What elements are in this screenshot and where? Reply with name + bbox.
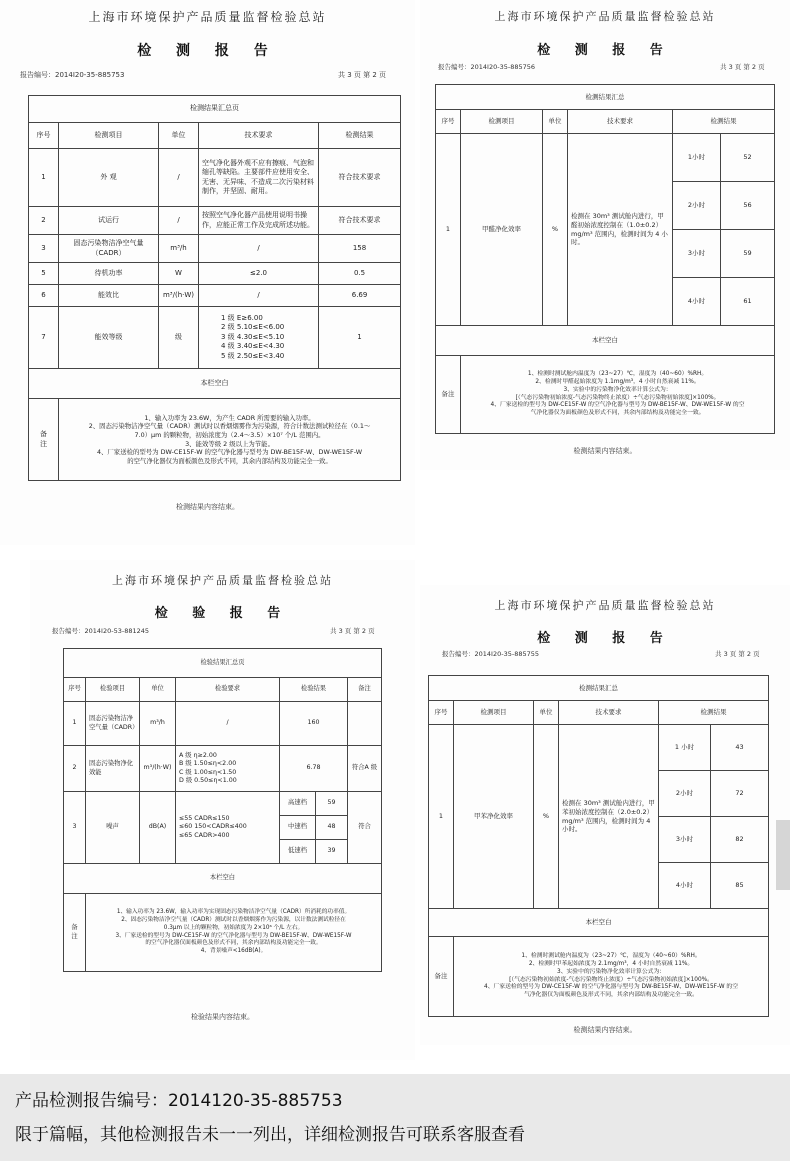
page-indicator: 共 3 页 第 2 页 xyxy=(715,650,760,658)
row-result: 符合技术要求 xyxy=(319,207,401,235)
time-label: 4小时 xyxy=(673,278,721,326)
note-line: 气净化器仅为面板颜色及形式不同，其余内部结构及功能完全一致。 xyxy=(530,410,705,417)
table-caption: 检验结果汇总页 xyxy=(64,649,382,678)
note-line: 3、厂家送检的型号为 DW-CE15F-W 的空气净化器与型号为 DW-BE15F-W、DW-WE15F-W xyxy=(115,932,352,939)
header-cell: 检测项目 xyxy=(454,701,534,725)
report-sheet-4 xyxy=(420,585,790,1045)
note-line: 4、厂家送检的型号为 DW-CE15F-W 的空气净化器与型号为 DW-BE15F-W、DW-WE15F-W 的空 xyxy=(484,984,738,991)
report-number: 报告编号：2014I20-35-885755 xyxy=(442,650,540,658)
notes-label: 备 注 xyxy=(64,894,86,972)
note-line: 7.0）μm 的颗粒物，初始浓度为（2.4～3.5）×10⁷ 个/L 范围内。 xyxy=(134,430,325,439)
row-unit: % xyxy=(543,134,568,326)
time-label: 3小时 xyxy=(673,230,721,278)
efficiency-levels xyxy=(176,746,280,792)
table-row xyxy=(29,263,401,285)
report-title: 检 测 报 告 xyxy=(537,631,673,646)
time-label: 2小时 xyxy=(659,771,711,817)
table-row xyxy=(64,792,382,816)
note-line: 4、厂家送检的型号为 DW-CE15F-W 的空气净化器与型号为 DW-BE15F-W、DW-WE15F-W 的空 xyxy=(490,402,745,409)
time-label: 4小时 xyxy=(659,863,711,909)
row-requirement: / xyxy=(176,702,280,746)
level-line: C 级 1.00≤η<1.50 xyxy=(179,768,237,776)
row-no: 1 xyxy=(429,725,454,909)
result-value: 56 xyxy=(721,182,775,230)
page-indicator: 共 3 页 第 2 页 xyxy=(720,63,765,71)
report-number: 报告编号：2014I20-53-881245 xyxy=(52,627,150,635)
row-item: 外 观 xyxy=(59,149,159,207)
row-unit: / xyxy=(159,149,199,207)
level-line: ≤60 150<CADR≤400 xyxy=(179,823,247,831)
level-line: 3 级 4.30≤E<5.10 xyxy=(221,332,285,341)
table-caption: 检测结果汇总 xyxy=(436,85,775,110)
table-caption: 检测结果汇总 xyxy=(429,676,769,701)
row-result: 1 xyxy=(319,307,401,369)
row-requirement: ≤2.0 xyxy=(199,263,319,285)
header-cell: 序号 xyxy=(64,678,86,702)
level-line: D 级 0.50≤η<1.00 xyxy=(179,777,237,784)
result-value: 72 xyxy=(711,771,769,817)
note-line: [（气态污染物初始浓度-气态污染物终止浓度）÷气态污染物初始浓度]×100%。 xyxy=(515,394,720,401)
row-item: 固态污染物净化效能 xyxy=(86,746,140,792)
results-table xyxy=(435,84,775,434)
notes-label: 备注 xyxy=(436,356,461,434)
row-no: 3 xyxy=(29,235,59,263)
table-row xyxy=(64,746,382,792)
row-remark: 符合 xyxy=(348,792,382,864)
speed-gear: 低速档 xyxy=(280,840,316,864)
end-of-results: 检测结果内容结束。 xyxy=(573,1026,637,1034)
table-caption: 检测结果汇总页 xyxy=(29,96,401,123)
row-unit: m³/(h·W) xyxy=(140,746,176,792)
result-value: 48 xyxy=(316,816,348,840)
row-no: 7 xyxy=(29,307,59,369)
row-no: 2 xyxy=(64,746,86,792)
note-line: 1、输入功率为 23.6W，输入功率为实现固态污染物洁净空气量（CADR）所消耗的功率值。 xyxy=(116,909,351,916)
header-cell: 备注 xyxy=(348,678,382,702)
result-value: 61 xyxy=(721,278,775,326)
level-line: ≤55 CADR≤150 xyxy=(179,814,230,822)
time-label: 2小时 xyxy=(673,182,721,230)
row-no: 6 xyxy=(29,285,59,307)
note-line: 3、实验中的污染物净化效率计算公式为： xyxy=(557,968,666,975)
table-row xyxy=(436,134,775,182)
table-row xyxy=(64,702,382,746)
row-requirement: / xyxy=(199,285,319,307)
result-value: 59 xyxy=(316,792,348,816)
scan-edge xyxy=(776,820,790,890)
row-remark: 符合A 级 xyxy=(348,746,382,792)
report-number: 报告编号：2014I20-35-885753 xyxy=(20,71,125,79)
note-line: 2、检测时甲苯起始浓度为 2.1mg/m³，4 小时自然衰减 11%。 xyxy=(528,960,694,967)
row-result: 0.5 xyxy=(319,263,401,285)
institution-name: 上海市环境保护产品质量监督检验总站 xyxy=(112,574,333,587)
table-row xyxy=(29,285,401,307)
end-of-results: 检测结果内容结束。 xyxy=(573,447,637,455)
notes-body xyxy=(59,399,401,481)
row-no: 1 xyxy=(29,149,59,207)
report-number-caption: 产品检测报告编号：2014120-35-885753 xyxy=(15,1091,343,1111)
time-label: 1 小时 xyxy=(659,725,711,771)
header-cell: 技术要求 xyxy=(559,701,659,725)
level-line: 4 级 3.40≤E<4.30 xyxy=(221,342,285,351)
note-line: 2、固态污染物洁净空气量（CADR）测试时以香烟烟雾作为污染源，以计数法测试粒径在 xyxy=(121,917,346,924)
report-title: 检 验 报 告 xyxy=(154,606,291,621)
row-requirement: 检测在 30m³ 测试舱内进行，甲醛初始浓度控制在（1.0±0.2）mg/m³ 范围内，检测时间为 4 小时。 xyxy=(568,134,673,326)
row-unit: m³/(h·W) xyxy=(159,285,199,307)
row-unit: W xyxy=(159,263,199,285)
row-unit: m³/h xyxy=(140,702,176,746)
header-cell: 检验要求 xyxy=(176,678,280,702)
header-cell: 检测项目 xyxy=(461,110,543,134)
noise-requirements xyxy=(176,792,280,864)
report-sheet-3 xyxy=(30,560,415,1060)
level-line: 2 级 5.10≤E<6.00 xyxy=(221,323,285,332)
result-value: 43 xyxy=(711,725,769,771)
row-requirement: / xyxy=(199,235,319,263)
notes-body xyxy=(454,937,769,1017)
row-item: 试运行 xyxy=(59,207,159,235)
speed-gear: 高速档 xyxy=(280,792,316,816)
contact-notice: 限于篇幅，其他检测报告未一一列出，详细检测报告可联系客服查看 xyxy=(15,1125,525,1145)
row-no: 1 xyxy=(436,134,461,326)
report-sheet-1 xyxy=(0,0,415,545)
header-cell: 单位 xyxy=(140,678,176,702)
note-line: 3、能效等级 2 级以上为节能。 xyxy=(185,439,274,448)
result-value: 52 xyxy=(721,134,775,182)
note-line: 1、输入功率为 23.6W，为产生 CADR 所需要的输入功率。 xyxy=(144,413,315,422)
header-cell: 技术要求 xyxy=(568,110,673,134)
row-remark xyxy=(348,702,382,746)
row-item: 固态污染物洁净空气量（CADR） xyxy=(59,235,159,263)
row-result: 符合技术要求 xyxy=(319,149,401,207)
row-result: 6.78 xyxy=(280,746,348,792)
results-table xyxy=(28,95,401,481)
end-of-results: 检测结果内容结束。 xyxy=(176,503,239,511)
row-item: 噪声 xyxy=(86,792,140,864)
time-label: 3小时 xyxy=(659,817,711,863)
row-unit: m³/h xyxy=(159,235,199,263)
row-unit: % xyxy=(534,725,559,909)
results-table xyxy=(63,648,382,972)
header-cell: 单位 xyxy=(534,701,559,725)
notes-body xyxy=(86,894,382,972)
note-line: 4、背景噪声<16dB(A)。 xyxy=(200,947,267,954)
row-result: 160 xyxy=(280,702,348,746)
note-line: 1、检测时测试舱内温度为（23~27）℃，湿度为（40~60）%RH。 xyxy=(521,953,701,960)
report-title: 检 测 报 告 xyxy=(137,43,278,59)
row-no: 1 xyxy=(64,702,86,746)
note-line: 的空气净化器仅面板颜色及形式不同，其余内部结构及功能完全一致。 xyxy=(145,940,322,947)
level-line: 1 级 E≥6.00 xyxy=(221,313,263,322)
header-cell: 检测结果 xyxy=(319,123,401,149)
header-cell: 单位 xyxy=(543,110,568,134)
row-result: 158 xyxy=(319,235,401,263)
table-row xyxy=(29,207,401,235)
notes-label: 备注 xyxy=(429,937,454,1017)
level-line: ≤65 CADR>400 xyxy=(179,831,230,839)
energy-levels xyxy=(199,307,319,369)
report-sheet-2 xyxy=(420,0,790,470)
note-line: 0.3μm 以上的颗粒物，初始浓度为 2×10⁶ 个/L 左右。 xyxy=(163,924,304,931)
row-unit: 级 xyxy=(159,307,199,369)
row-item: 能效等级 xyxy=(59,307,159,369)
header-cell: 序号 xyxy=(429,701,454,725)
blank-note: 本栏空白 xyxy=(29,369,401,399)
row-item: 甲苯净化效率 xyxy=(454,725,534,909)
row-unit: dB(A) xyxy=(140,792,176,864)
note-line: [（气态污染物初始浓度-气态污染物终止浓度）÷气态污染物初始浓度]×100%。 xyxy=(509,976,713,983)
note-line: 2、检测时甲醛起始浓度为 1.1mg/m³，4 小时自然衰减 11%。 xyxy=(535,378,700,385)
end-of-results: 检验结果内容结束。 xyxy=(191,1013,254,1021)
level-line: B 级 1.50≤η<2.00 xyxy=(179,760,237,767)
blank-note: 本栏空白 xyxy=(436,326,775,356)
speed-gear: 中速档 xyxy=(280,816,316,840)
result-value: 59 xyxy=(721,230,775,278)
row-no: 3 xyxy=(64,792,86,864)
level-line: A 级 η≥2.00 xyxy=(179,751,217,759)
row-requirement: 空气净化器外观不应有擦痕、气泡和缩孔等缺陷。主要部件应使用安全、无害、无异味、不造成二次污染材料制作，并坚固、耐用。 xyxy=(199,149,319,207)
header-cell: 检测项目 xyxy=(59,123,159,149)
institution-name: 上海市环境保护产品质量监督检验总站 xyxy=(494,599,716,612)
header-cell: 检测结果 xyxy=(673,110,775,134)
result-value: 82 xyxy=(711,817,769,863)
header-cell: 单位 xyxy=(159,123,199,149)
notes-body xyxy=(461,356,775,434)
notes-label: 备 注 xyxy=(29,399,59,481)
report-title: 检 测 报 告 xyxy=(537,43,673,58)
page-indicator: 共 3 页 第 2 页 xyxy=(330,627,375,635)
time-label: 1小时 xyxy=(673,134,721,182)
row-item: 能效比 xyxy=(59,285,159,307)
note-line: 的空气净化器仅为面板颜色及形式不同，其余内部结构及功能完全一致。 xyxy=(127,456,332,465)
footer-banner xyxy=(0,1074,790,1161)
header-cell: 检验项目 xyxy=(86,678,140,702)
report-number: 报告编号：2014I20-35-885756 xyxy=(438,63,536,71)
table-row xyxy=(29,149,401,207)
note-line: 1、检测时测试舱内温度为（23~27）℃，湿度为（40~60）%RH。 xyxy=(527,371,708,378)
institution-name: 上海市环境保护产品质量监督检验总站 xyxy=(88,10,327,24)
page-indicator: 共 3 页 第 2 页 xyxy=(338,71,387,79)
table-row xyxy=(429,725,769,771)
row-item: 待机功率 xyxy=(59,263,159,285)
institution-name: 上海市环境保护产品质量监督检验总站 xyxy=(494,10,716,23)
header-cell: 技术要求 xyxy=(199,123,319,149)
header-cell: 检测结果 xyxy=(659,701,769,725)
note-line: 2、固态污染物洁净空气量（CADR）测试时以香烟烟雾作为污染源，符合计数法测试粒径在（0.1～ xyxy=(88,422,371,431)
row-result: 6.69 xyxy=(319,285,401,307)
results-table xyxy=(428,675,769,1017)
note-line: 气净化器仅为面板颜色及形式不同，其余内部结构及功能完全一致。 xyxy=(524,992,698,999)
level-line: 5 级 2.50≤E<3.40 xyxy=(221,351,285,360)
note-line: 4、厂家送检的型号为 DW-CE15F-W 的空气净化器与型号为 DW-BE15F-W、DW-WE15F-W xyxy=(96,448,363,457)
header-cell: 序号 xyxy=(436,110,461,134)
row-no: 5 xyxy=(29,263,59,285)
row-item: 固态污染物洁净空气量（CADR） xyxy=(86,702,140,746)
header-cell: 检验结果 xyxy=(280,678,348,702)
row-requirement: 按照空气净化器产品使用说明书操作，应能正常工作及完成所述功能。 xyxy=(199,207,319,235)
table-row xyxy=(29,235,401,263)
blank-note: 本栏空白 xyxy=(64,864,382,894)
result-value: 85 xyxy=(711,863,769,909)
note-line: 3、实验中的污染物净化效率计算公式为： xyxy=(563,386,672,393)
row-unit: / xyxy=(159,207,199,235)
table-row xyxy=(29,307,401,369)
row-item: 甲醛净化效率 xyxy=(461,134,543,326)
row-requirement: 检测在 30m³ 测试舱内进行，甲苯初始浓度控制在（2.0±0.2）mg/m³ 范围内，检测时间为 4 小时。 xyxy=(559,725,659,909)
blank-note: 本栏空白 xyxy=(429,909,769,937)
result-value: 39 xyxy=(316,840,348,864)
header-cell: 序号 xyxy=(29,123,59,149)
row-no: 2 xyxy=(29,207,59,235)
